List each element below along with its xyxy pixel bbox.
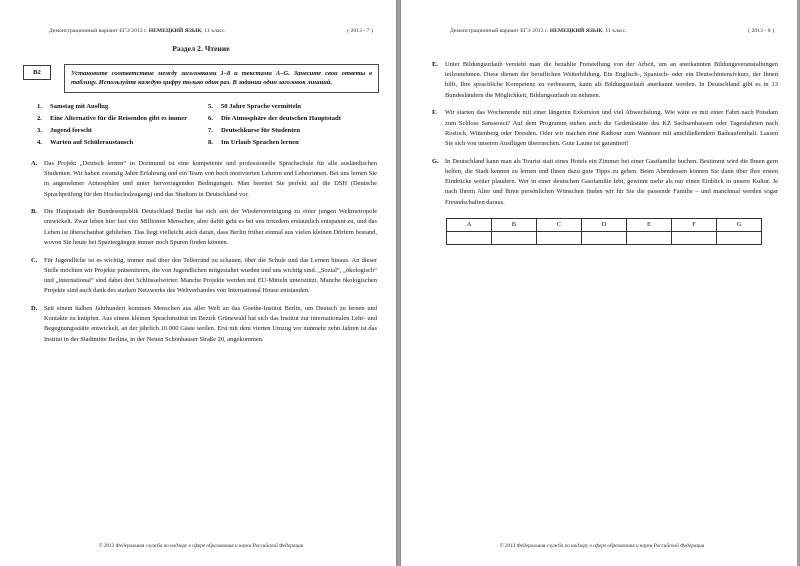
footer-organization: Федеральная служба по надзору в сфере образования и науки Российской Федерации [115,543,304,549]
answer-input-cell[interactable] [672,231,717,244]
footer-organization: Федеральная служба по надзору в сфере образования и науки Российской Федерации [516,543,705,549]
answer-header-cell: E [627,218,672,231]
heading-text: Im Urlaub Sprachen lernen [221,138,299,146]
running-head-subject: НЕМЕЦКИЙ ЯЗЫК [148,28,202,34]
heading-number: 7. [208,127,213,135]
answer-input-cell[interactable] [537,231,582,244]
running-head-subject: НЕМЕЦКИЙ ЯЗЫК [549,28,603,34]
passage-e [432,60,778,101]
passage-letter: D. [31,305,38,312]
heading-text: Warten auf Schüleraustausch [50,138,134,146]
passage-text: Das Projekt „Deutsch lernen“ in Dortmund ist eine kompetente und professionelle Sprachschule für alle ausländischen Studenten. Wir haben zwanzig Jahre Erfahrung und ein Team von hoch motivierten Lehrern und Lehrerinnen. Bei uns lernen Sie in angenehmer Atmosphäre und unter hervorragenden Bedingungen. Man bereitet Sie perfekt auf die DSH (Deutsche Sprachprüfung für den Hochschulzugang) und das Studium in Deutschland vor. [44,159,377,198]
heading-number: 6. [208,115,213,123]
passage-letter: C. [31,256,38,264]
passage-f [432,108,778,149]
passage-d [31,304,377,345]
passage-letter: E. [432,61,438,68]
heading-number: 3. [37,127,42,135]
heading-text: Eine Alternative für die Reisenden gibt es immer [50,115,188,123]
passage-text: In Deutschland kann man als Tourist statt eines Hotels ein Zimmer bei einer Gastfamilie buchen. Bestimmt wird die Ihnen gern helfen, die Stadt kennen zu lernen und Ihnen dazu gute Tipps zu geben. Beim Abendessen können Sie dann über Ihre ersten Eindrücke weiter plaudern. Wer in einer deutschen Gastfamilie lebt, gewinnt mehr als nur einen Einblick in unsere Kultur. Je nach Ihrem Alter und Ihren persönlichen Wünschen finden wir für Sie die passende Familie – und manchmal werden sogar Freundschaften daraus. [445,157,778,206]
passage-g [432,157,778,208]
answer-table[interactable] [446,218,762,245]
answer-input-cell[interactable] [492,231,537,244]
headings-column-right [208,102,379,150]
task-block [23,64,379,93]
answer-input-cell[interactable] [717,231,762,244]
heading-number: 5. [208,103,213,111]
passage-text: Unter Bildungsurlaub versteht man die bezahlte Freistellung von der Arbeit, um an anerkannten Bildungsveranstaltungen teilzunehmen. Diese dienen der beruflichen Weiterbildung. Ein Englisch-, Spanisch- oder ein Deutschintensivkurs, der Ihnen hilft, Ihre sprachliche Kompetenz zu verbessern, kann als Bildungsurlaub anerkannt werden. In Deutschland gibt es in 13 Bundesländern die Möglichkeit, Bildungsurlaub zu nehmen. [445,61,778,99]
table-row-headers [447,218,762,231]
text-passages-left [23,159,379,345]
task-instruction-line-3: один раз. В задании один заголовок лишний. [205,79,333,87]
running-head-prefix: Демонстрационный вариант ЕГЭ 2013 г. [450,28,549,34]
task-code-badge: B2 [23,65,51,80]
task-instruction-line-1: Установите соответствие между заголовками 1–8 и текстами A–G. [71,69,290,77]
footer-copyright: © 2013 [499,543,516,549]
page-left [0,0,397,566]
passage-letter: A. [31,159,38,167]
list-item [208,102,379,112]
list-item [37,126,208,136]
passage-letter: G. [432,157,439,165]
heading-text: Die Atmosphäre der deutschen Hauptstadt [221,115,341,123]
footer-left [23,543,379,549]
passage-text: Die Hauptstadt der Bundesrepublik Deutschland Berlin hat sich seit der Wiedervereinigung zu einer jungen Weltmetropole entwickelt. Zwar leben hier fast vier Millionen Menschen, aber dafür geht es bei uns trotzdem erstaunlich entspannt zu, und das Leben ist überschaubar geblieben. Das liegt vielleicht auch daran, dass Berlin früher einmal aus vielen kleinen Dörfern bestand, wovon Sie heute bei Spaziergängen immer noch Spuren finden können. [44,208,377,246]
footer-right [424,543,780,549]
heading-text: Samstag mit Ausflug [50,103,109,111]
running-head-prefix: Демонстрационный вариант ЕГЭ 2013 г. [49,28,148,34]
answer-header-cell: A [447,218,492,231]
passage-letter: F. [432,109,437,117]
table-row-answers [447,231,762,244]
heading-number: 1. [37,103,42,111]
task-instruction-line-2: Занесите свои ответы в таблицу. Используйте каждую цифру только [71,69,373,87]
answer-input-cell[interactable] [582,231,627,244]
answer-header-cell: C [537,218,582,231]
page-number-left: ( 2013 - 7 ) [347,28,373,34]
page-number-right: ( 2013 - 8 ) [748,28,774,34]
passage-b [31,207,377,248]
running-head-left [23,0,379,34]
passage-letter: B. [31,208,37,216]
answer-header-cell: D [582,218,627,231]
answer-header-cell: F [672,218,717,231]
text-passages-right [424,60,780,208]
answer-header-cell: G [717,218,762,231]
list-item [208,114,379,124]
passage-c [31,256,377,297]
section-title: Раздел 2. Чтение [172,44,230,53]
headings-list [23,102,379,150]
passage-text: Wir starten das Wochenende mit einer längeren Exkursion und viel Abwechslung. Wie wäre es mit einer Fahrt nach Potsdam zum Schloss Sanssouci? Auf dem Programm stehen auch die Gedenkstätte des KZ Sachsenhausen oder Tagesfahrten nach Rostock, Wittenberg oder Dresden. Oder wir machen eine Radtour zum Wannsee mit anschließendem Badeaufenthalt. Lassen Sie sich von unseren Ausflügen überraschen. Gute Laune ist garantiert! [445,109,778,148]
answer-header-cell: B [492,218,537,231]
list-item [208,138,379,148]
heading-number: 4. [37,138,42,146]
heading-text: Deutschkurse für Studenten [221,127,301,135]
answer-table-wrapper [424,218,780,245]
footer-copyright: © 2013 [98,543,115,549]
list-item [37,114,208,124]
list-item [208,126,379,136]
passage-text: Seit einem halben Jahrhundert kommen Menschen aus aller Welt an das Goethe-Institut Berlin, um Deutsch zu lernen und Kontakte zu knüpfen. Aus einem kleinen Sprachinstitut im Bezirk Grünewald hat sich das Institut zur internationalen Lehr- und Begegnungsstätte entwickelt, an der jährlich 10.000 Gäste weilen. Erst mit dem vierten Umzug vor nunmehr zehn Jahren ist das Institut in der Stadtmitte Berlins, in der Neuen Schönhauser Straße 20, angekommen. [44,305,377,343]
running-head-grade: , 11 класс. [602,28,627,34]
list-item [37,138,208,148]
task-instruction-box [64,64,379,93]
passage-a [31,159,377,200]
list-item [37,102,208,112]
heading-number: 2. [37,115,42,123]
heading-text: 50 Jahre Sprache vermitteln [221,103,301,111]
heading-text: Jugend forscht [50,127,92,135]
page-right [400,0,797,566]
running-head-right [424,0,780,34]
answer-input-cell[interactable] [447,231,492,244]
headings-column-left [37,102,208,150]
heading-number: 8. [208,138,213,146]
passage-text: Für Jugendliche ist es wichtig, immer mal über den Tellerrand zu schauen, über die Schule und das Lernen hinaus. An dieser Stelle möchten wir Projekte präsentieren, die von Jugendlichen mitgestaltet wurden und uns wichtig sind. „Sozial“, „ökologisch“ und „international“ sind dabei drei Schlüsselwörter. Manche Projekte werden mit EU-Mitteln unterstützt. Manche ökologischen Projekte sind auch dank des starken Netzwerks des Weltverbandes von International House entstanden. [44,256,377,295]
running-head-grade: , 11 класс. [201,28,226,34]
answer-input-cell[interactable] [627,231,672,244]
